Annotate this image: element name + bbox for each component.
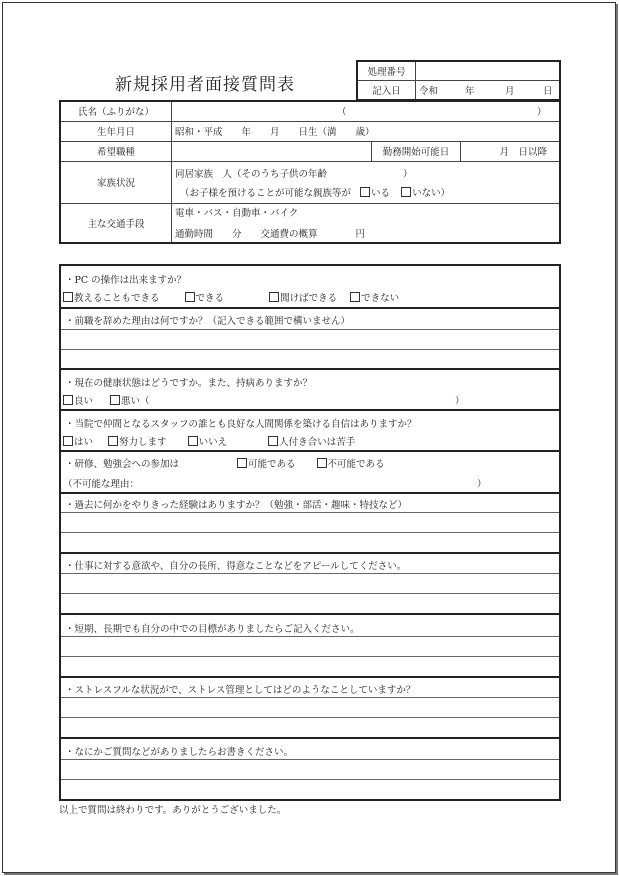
q4-options <box>63 434 355 448</box>
applicant-info-table <box>59 100 561 244</box>
family-field[interactable] <box>172 161 561 203</box>
year-label: 年 <box>465 86 475 97</box>
q2-line-1[interactable] <box>61 329 559 330</box>
q9-text: ・ストレスフルな状況がで、ストレス管理としてはどのようなことしていますか？ <box>65 685 416 696</box>
q5-options <box>237 456 385 470</box>
header-table <box>356 60 561 101</box>
checkbox-q4-2[interactable] <box>108 436 118 446</box>
q10-text: ・なにかご質問などがありましたらお書きください。 <box>65 747 294 758</box>
q1-option-4: できない <box>361 293 400 304</box>
family-label: 家族状況 <box>60 161 172 203</box>
divider-q1 <box>61 307 559 309</box>
q2-line-2[interactable] <box>61 349 559 350</box>
divider-q3 <box>61 409 559 411</box>
divider-q2 <box>61 368 559 370</box>
birth-field[interactable]: 昭和・平成 年 月 日生（満 歳） <box>172 121 561 141</box>
checkbox-q1-1[interactable] <box>63 292 73 302</box>
checkbox-q5-2[interactable] <box>317 458 327 468</box>
month-label: 月 <box>505 86 515 97</box>
q4-option-4: 人付き合いは苦手 <box>279 437 356 448</box>
name-field[interactable] <box>172 101 561 121</box>
q7-line-1[interactable] <box>61 573 559 574</box>
divider-q6 <box>61 552 559 554</box>
family-line-2 <box>175 185 559 199</box>
q3-options <box>63 393 150 407</box>
job-label: 希望職種 <box>60 141 172 161</box>
q3-option-1: 良い <box>74 396 94 407</box>
birth-label: 生年月日 <box>60 121 172 141</box>
family-no-label: いない） <box>412 187 451 199</box>
transport-line-1: 電車・バス・自動車・バイク <box>175 208 299 220</box>
family-line-2-text: （お子様を預けることが可能な親族等が <box>180 187 352 199</box>
day-label: 日 <box>543 86 553 97</box>
q1-text: ・PC の操作は出来ますか？ <box>65 275 187 286</box>
q1-option-3: 聞けばできる <box>280 293 338 304</box>
q7-text: ・仕事に対する意欲や、自分の長所、得意なことなどをアピールしてください。 <box>65 561 407 572</box>
questionnaire <box>59 264 561 801</box>
checkbox-q1-3[interactable] <box>269 292 279 302</box>
start-field[interactable]: 月 日以降 <box>461 141 561 161</box>
transport-line-2: 通勤時間 分 交通費の概算 円 <box>175 229 366 241</box>
q1-options <box>63 290 399 304</box>
transport-label: 主な交通手段 <box>60 203 172 243</box>
q5-text: ・研修、勉強会への参加は <box>65 459 180 470</box>
name-paren-open: （ <box>337 107 347 119</box>
q1-option-1: 教えることもできる <box>74 293 160 304</box>
checkbox-q3-1[interactable] <box>63 395 73 405</box>
checkbox-family-no[interactable] <box>401 187 411 197</box>
q6-line-2[interactable] <box>61 532 559 533</box>
q8-line-1[interactable] <box>61 636 559 637</box>
divider-q9 <box>61 737 559 739</box>
divider-q7 <box>61 613 559 615</box>
q6-line-1[interactable] <box>61 512 559 513</box>
process-no-label: 処理番号 <box>357 61 416 81</box>
q3-option-2: 悪い（ <box>121 396 150 407</box>
divider-q5 <box>61 492 559 494</box>
page-title: 新規採用者面接質問表 <box>115 75 295 95</box>
q8-line-2[interactable] <box>61 656 559 657</box>
divider-q4 <box>61 450 559 452</box>
q4-text: ・当院で仲間となるスタッフの誰とも良好な人間関係を築ける自信はありますか？ <box>65 419 417 430</box>
start-label: 勤務開始可能日 <box>372 141 461 161</box>
process-no-field[interactable] <box>416 61 561 81</box>
q10-line-2[interactable] <box>61 779 559 780</box>
date-field[interactable] <box>416 81 561 101</box>
q4-option-3: いいえ <box>198 437 228 448</box>
checkbox-q4-3[interactable] <box>188 436 198 446</box>
transport-field[interactable] <box>172 203 561 243</box>
q3-close: ） <box>455 396 465 407</box>
q5-option-2: 不可能である <box>327 459 385 470</box>
q9-line-2[interactable] <box>61 717 559 718</box>
q5-reason: （不可能な理由： <box>63 479 140 490</box>
checkbox-q1-2[interactable] <box>185 292 195 302</box>
checkbox-family-yes[interactable] <box>360 187 370 197</box>
name-label: 氏名（ふりがな） <box>60 101 172 121</box>
checkbox-q5-1[interactable] <box>237 458 247 468</box>
q5-option-1: 可能である <box>248 459 296 470</box>
q4-option-2: 努力します <box>119 437 167 448</box>
q5-close: ） <box>477 479 487 490</box>
family-yes-label: いる <box>371 187 391 199</box>
q4-option-1: はい <box>74 437 94 448</box>
family-line-1: 同居家族 人（そのうち子供の年齢 ） <box>175 168 413 180</box>
checkbox-q4-1[interactable] <box>63 436 73 446</box>
q7-line-2[interactable] <box>61 593 559 594</box>
date-label: 記入日 <box>357 81 416 101</box>
checkbox-q1-4[interactable] <box>350 292 360 302</box>
checkbox-q3-2[interactable] <box>110 395 120 405</box>
era-label: 令和 <box>419 86 439 97</box>
q10-line-1[interactable] <box>61 759 559 760</box>
q2-text: ・前職を辞めた理由は何ですか？（記入できる範囲で構いません） <box>65 316 351 327</box>
checkbox-q4-4[interactable] <box>268 436 278 446</box>
name-paren-close: ） <box>537 107 547 119</box>
divider-q8 <box>61 676 559 678</box>
q3-text: ・現在の健康状態はどうですか。また、持病ありますか？ <box>65 378 313 389</box>
footer-note: 以上で質問は終わりです。ありがとうございました。 <box>59 805 287 816</box>
q1-option-2: できる <box>195 293 225 304</box>
job-field[interactable] <box>172 141 372 161</box>
q8-text: ・短期、長期でも自分の中での目標がありましたらご記入ください。 <box>65 624 360 635</box>
q6-text: ・過去に何かをやりきった経験はありますか？（勉強・部活・趣味・特技など） <box>65 500 408 511</box>
q9-line-1[interactable] <box>61 697 559 698</box>
